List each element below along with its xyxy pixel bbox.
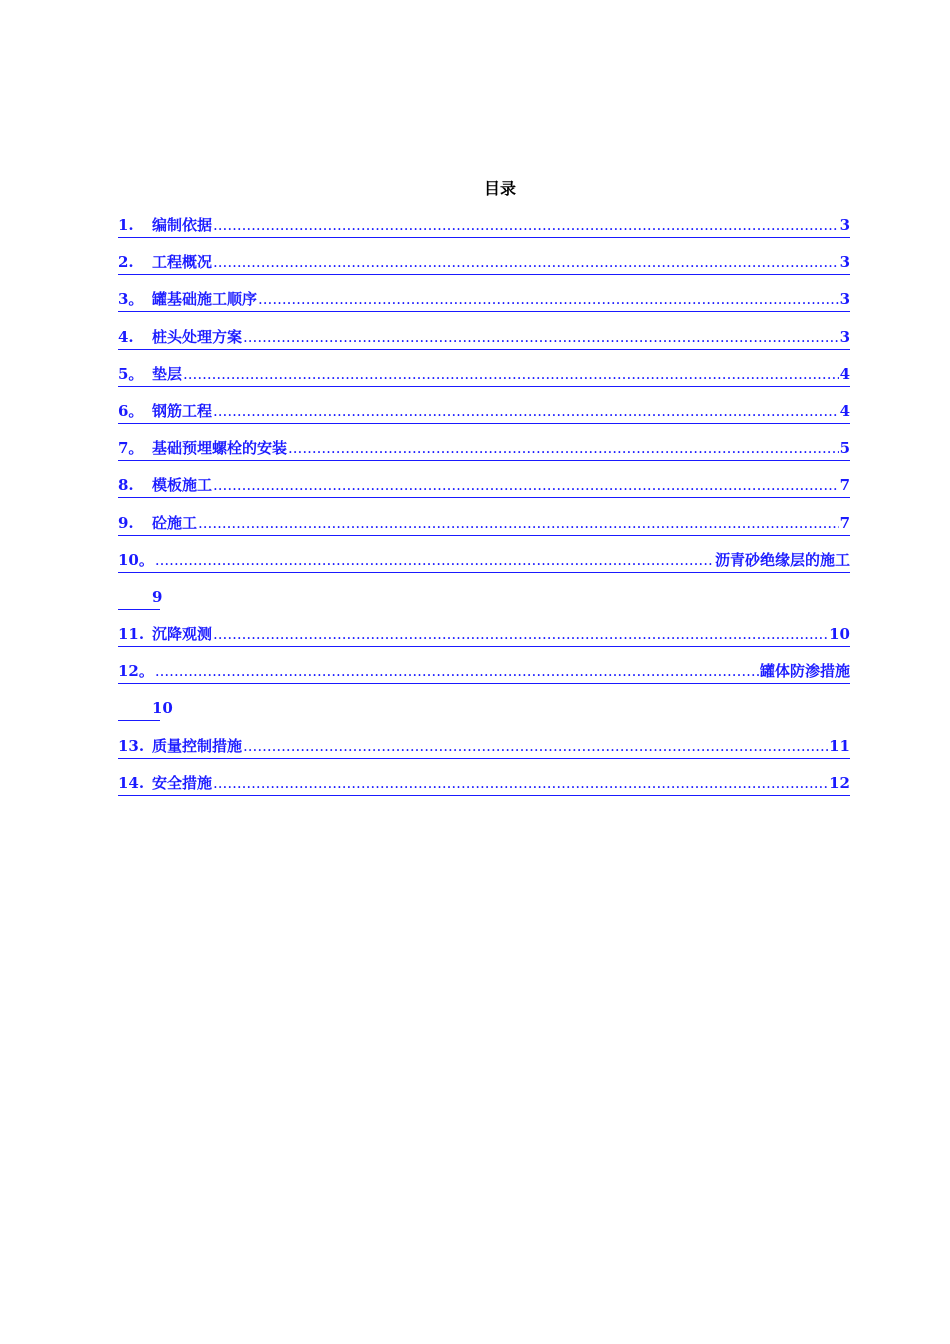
toc-link-4[interactable]: [118, 325, 850, 350]
table-of-contents: [118, 213, 850, 808]
toc-row: [118, 250, 850, 287]
toc-link-12-page[interactable]: [118, 696, 173, 721]
toc-row: [118, 511, 850, 548]
toc-entry-title: 质量控制措施: [152, 736, 243, 755]
toc-entry-number: 6。: [118, 401, 144, 420]
toc-entry-number: 10。: [118, 550, 154, 569]
toc-entry-number: 8.: [118, 476, 134, 495]
toc-link-10[interactable]: [118, 548, 850, 573]
toc-dot-leader: [183, 362, 839, 386]
toc-entry-number: 5。: [118, 364, 144, 383]
toc-dot-leader: [213, 473, 839, 497]
toc-dot-leader: [155, 659, 759, 683]
toc-entry-page: 7: [839, 513, 850, 532]
toc-row: [118, 287, 850, 324]
toc-entry-title: 沥青砂绝缘层的施工: [714, 550, 850, 569]
toc-entry-page: 10: [829, 625, 850, 644]
toc-entry-page: 3: [839, 290, 850, 309]
toc-entry-title: 沉降观测: [152, 625, 213, 644]
toc-entry-page: 3: [839, 216, 850, 234]
toc-row-continuation: [118, 585, 850, 622]
toc-row: [118, 659, 850, 696]
toc-entry-title: 模板施工: [152, 476, 213, 495]
toc-dot-leader: [288, 436, 839, 460]
toc-link-10-page[interactable]: [118, 585, 163, 610]
toc-row: [118, 436, 850, 473]
toc-entry-number: 1.: [118, 216, 134, 234]
toc-entry-page: 4: [839, 401, 850, 420]
toc-entry-title: 工程概况: [152, 253, 213, 272]
toc-link-5[interactable]: [118, 362, 850, 387]
toc-entry-title: 基础预埋螺栓的安装: [152, 439, 288, 458]
toc-link-6[interactable]: [118, 399, 850, 424]
toc-row: [118, 548, 850, 585]
toc-link-11[interactable]: [118, 622, 850, 647]
toc-entry-title: 垫层: [152, 364, 183, 383]
toc-entry-number: 12。: [118, 662, 154, 681]
toc-entry-page: 3: [839, 253, 850, 272]
toc-row: [118, 473, 850, 510]
toc-title: 目录: [483, 179, 516, 198]
toc-entry-title: 编制依据: [152, 216, 213, 234]
toc-row: [118, 399, 850, 436]
toc-dot-leader: [213, 771, 828, 795]
toc-dot-leader: [155, 548, 714, 572]
toc-entry-number: 13.: [118, 736, 145, 755]
toc-row: [118, 213, 850, 250]
toc-link-14[interactable]: [118, 771, 850, 796]
toc-row: [118, 362, 850, 399]
toc-row: [118, 771, 850, 808]
toc-entry-number: 3。: [118, 290, 144, 309]
toc-row: [118, 734, 850, 771]
toc-dot-leader: [258, 287, 839, 311]
toc-entry-page: 7: [839, 476, 850, 495]
toc-link-8[interactable]: [118, 473, 850, 498]
toc-entry-title: 罐体防渗措施: [759, 662, 850, 681]
toc-entry-page: 10: [152, 699, 173, 718]
toc-link-12[interactable]: [118, 659, 850, 684]
toc-link-1[interactable]: [118, 213, 850, 238]
toc-entry-title: 桩头处理方案: [152, 327, 243, 346]
toc-entry-number: 9.: [118, 513, 134, 532]
toc-entry-number: 4.: [118, 327, 134, 346]
toc-entry-page: 9: [152, 587, 163, 606]
toc-dot-leader: [213, 622, 828, 646]
toc-link-3[interactable]: [118, 287, 850, 312]
toc-entry-title: 钢筋工程: [152, 401, 213, 420]
toc-entry-page: 5: [839, 439, 850, 458]
toc-row: [118, 622, 850, 659]
toc-link-13[interactable]: [118, 734, 850, 759]
toc-entry-number: 11.: [118, 625, 145, 644]
toc-entry-page: 3: [839, 327, 850, 346]
toc-entry-title: 安全措施: [152, 773, 213, 792]
toc-dot-leader: [243, 734, 828, 758]
toc-entry-page: 12: [829, 773, 850, 792]
toc-link-2[interactable]: [118, 250, 850, 275]
toc-row-continuation: [118, 696, 850, 733]
toc-link-9[interactable]: [118, 511, 850, 536]
toc-dot-leader: [213, 213, 839, 237]
toc-entry-title: 砼施工: [152, 513, 198, 532]
toc-dot-leader: [198, 511, 839, 535]
toc-entry-number: 14.: [118, 773, 145, 792]
toc-entry-title: 罐基础施工顺序: [152, 290, 258, 309]
toc-row: [118, 325, 850, 362]
toc-entry-page: 4: [839, 364, 850, 383]
toc-entry-number: 7。: [118, 439, 144, 458]
toc-dot-leader: [213, 399, 839, 423]
toc-entry-page: 11: [829, 736, 850, 755]
toc-entry-number: 2.: [118, 253, 134, 272]
toc-link-7[interactable]: [118, 436, 850, 461]
toc-dot-leader: [243, 325, 839, 349]
toc-dot-leader: [213, 250, 839, 274]
